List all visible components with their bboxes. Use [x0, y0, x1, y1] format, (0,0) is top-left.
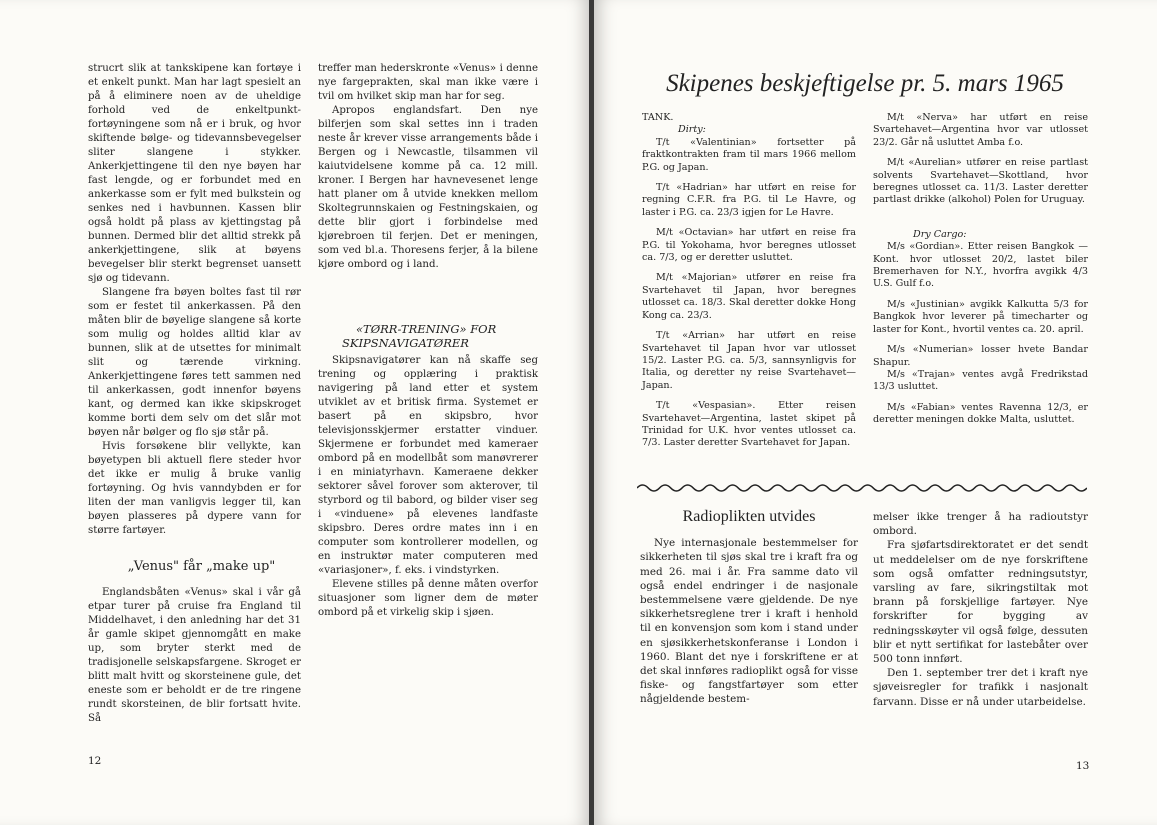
torr-heading: «TØRR-TRENING» FOR SKIPSNAVIGATØRER: [342, 322, 497, 350]
page-number: 12: [88, 755, 102, 767]
page-number: 13: [1076, 760, 1090, 772]
paragraph: Englandsbåten «Venus» skal i vår gå etpar turer på cruise fra England til Middelhavet, i den anledning har det 31 år gamle skipet gjennomgått en make up, som bryter sterkt med de tradisjonelle selskapsfargene. Skroget er blitt malt hvitt og skorsteinene gule, det eneste som er beholdt er de tre ringene rundt skorsteinen, de blir fortsatt hvite. Så: [88, 587, 301, 724]
paragraph: Slangene fra bøyen boltes fast til rør som er festet til ankerkassen. På den måten blir de bøyelige slangene så korte som mulig og holdes alltid klar av bunnen, slik at de utsettes for minimalt slit og tærende virkning. Ankerkjettingene føres tett sammen ned til ankerkassen, godt innenfor bøyens kant, og dermed kan ikke skipskroget komme borti dem selv om det slår mot bøyen når bølger og flo sjø står på.: [88, 287, 301, 438]
paragraph: strucrt slik at tankskipene kan fortøye i et enkelt punkt. Man har lagt spesielt an på å eliminere noen av de uheldige forhold ved de enkeltpunkt-fortøyningene som nå er i bruk, og hvor skiftende bølge- og tidevannsbevegelser sliter slangene i stykker. Ankerkjettingene til den nye bøyen har fast lengde, og er forbundet med en ankerkasse som er fylt med bulkstein og senkes ned i havbunnen. Kassen blir også holdt på plass av kjettingstag på bunnen. Dermed blir det alltid strekk på ankerkjettingene, slik at bøyens bevegelser blir sterkt begrenset uansett sjø og tidevann.: [88, 63, 301, 284]
right-column-1: [642, 112, 856, 450]
paragraph: Nye internasjonale bestemmelser for sikkerheten til sjøs skal tre i kraft fra og med 26. mai i år. Fra samme dato vil også endel endringer i de nasjonale bestemmelsene være gjeldende. De nye sikkerhetsreglene trer i kraft i henhold til en konvensjon som kom i stand under en sjøsikkerhetskonferanse i London i 1960. Blant det nye i forskriftene er at det skal innføres radioplikt også for visse fiske- og fangstfartøyer som etter någjeldende bestem-: [640, 537, 858, 706]
dry-entry: M/s «Numerian» losser hvete Bandar Shapur.: [873, 344, 1088, 368]
tank-entry: M/t «Octavian» har utført en reise fra P.G. til Yokohama, hvor beregnes utlosset ca. 7/3, og er deretter usluttet.: [642, 227, 856, 264]
dry-cargo-label: Dry Cargo:: [913, 228, 967, 240]
paragraph: treffer man hederskronte «Venus» i denne nye fargeprakten, skal man ikke være i tvil om hvilket skip man har for seg.: [318, 63, 538, 102]
venus-heading: „Venus" får „make up": [127, 559, 276, 574]
left-column-2: [318, 62, 538, 620]
dirty-label: Dirty:: [678, 124, 706, 136]
radio-column-1: [640, 510, 858, 707]
dry-entry: M/s «Gordian». Etter reisen Bangkok —Kont. hvor utlosset 20/2, lastet biler Bremerhaven for N.Y., hvorfra avgikk 4/3 U.S. Gulf f.o.: [873, 241, 1088, 290]
paragraph: melser ikke trenger å ha radioutstyr ombord.: [873, 511, 1088, 538]
dry-entry: M/s «Justinian» avgikk Kalkutta 5/3 for Bangkok hvor leverer på timecharter og laster for Kont., hvortil ventes ca. 20. april.: [873, 298, 1088, 335]
paragraph: Hvis forsøkene blir vellykte, kan bøyetypen bli aktuell flere steder hvor det ikke er mulig å bruke vanlig fortøyning. Og hvis vanndybden er for liten der man vanligvis legger til, kan bøyen plasseres på dypere vann for større fartøyer.: [88, 441, 301, 536]
dry-entry: M/s «Trajan» ventes avgå Fredrikstad 13/3 usluttet.: [873, 368, 1088, 393]
tank-entry: M/t «Aurelian» utfører en reise partlast solvents Svartehavet—Skottland, hvor beregnes utlosset ca. 11/3. Laster deretter partlast drikke (alkohol) Polen for Uruguay.: [873, 157, 1088, 206]
radio-heading: Radioplikten utvides: [682, 508, 816, 525]
tank-entry: M/t «Majorian» utfører en reise fra Svartehavet til Japan, hvor beregnes utlosset ca. 18/3. Skal deretter dokke Hong Kong ca. 23/3.: [642, 272, 856, 321]
left-column-1: [88, 62, 301, 726]
paragraph: Elevene stilles på denne måten overfor situasjoner som ligner dem de møter ombord på et virkelig skip i sjøen.: [318, 579, 538, 618]
tank-entry: M/t «Nerva» har utført en reise Svartehavet—Argentina hvor var utlosset 23/2. Går nå usluttet Amba f.o.: [873, 112, 1088, 148]
paragraph: Den 1. september trer det i kraft nye sjøveisregler for trafikk i nasjonalt farvann. Disse er nå under utarbeidelse.: [873, 667, 1088, 708]
tank-label: TANK.: [642, 112, 674, 123]
paragraph: Fra sjøfartsdirektoratet er det sendt ut meddelelser om de nye forskriftene som også omfatter redningsutstyr, varsling av fare, sikringstiltak mot brann på forskjellige fartøyer. Nye forskrifter for bygging av redningsskøyter vil også følge, dessuten blir et nytt sertifikat for lastebåter over 500 tonn innført.: [873, 539, 1088, 666]
paragraph: Apropos englandsfart. Den nye bilferjen som skal settes inn i traden neste år krever visse arrangements både i Bergen og i Newcastle, tilsammen vil kaiutvidelsene komme på ca. 12 mill. kroner. I Bergen har havnevesenet lenge hatt planer om å utvide knekken mellom Skoltegrunnskaien og Festningskaien, og dette blir gjort i forbindelse med kjørebroen til ferjen. Det er meningen, som ved bl.a. Thoresens ferjer, å la bilene kjøre ombord og i land.: [318, 105, 538, 270]
page-title: Skipenes beskjeftigelse pr. 5. mars 1965: [666, 70, 1064, 97]
tank-entry: T/t «Arrian» har utført en reise Svartehavet til Japan hvor var utlosset 15/2. Laster P.G. ca. 5/3, sannsynligvis for Italia, og deretter ny reise Svartehavet—Japan.: [642, 330, 856, 391]
paragraph: Skipsnavigatører kan nå skaffe seg trening og opplæring i praktisk navigering på land etter et system utviklet av et britisk firma. Systemet er basert på en skipsbro, hvor televisjonsskjermer erstatter vinduer. Skjermene er forbundet med kameraer ombord på en modellbåt som manøvrerer i en miniatyrhavn. Kameraene dekker sektorer såvel forover som akterover, til styrbord og til babord, og bilder viser seg i «vinduene» på elevenes landfaste skipsbro. Deres ordre mates inn i en computer som kontrollerer modellen, og en instruktør mater computeren med «variasjoner», f. eks. i vindstyrken.: [318, 355, 538, 576]
dry-entry: M/s «Fabian» ventes Ravenna 12/3, er deretter meningen dokke Malta, usluttet.: [873, 401, 1088, 426]
wave-divider: [637, 480, 1087, 496]
right-column-2: [873, 112, 1088, 427]
tank-entry: T/t «Hadrian» har utført en reise for regning C.F.R. fra P.G. til Le Havre, og laster i P.G. ca. 23/3 igjen for Le Havre.: [642, 182, 856, 218]
tank-entry: T/t «Vespasian». Etter reisen Svartehavet—Argentina, lastet skipet på Trinidad for U.K. hvor ventes utlosset ca. 7/3. Laster deretter Svartehavet for Japan.: [642, 400, 856, 449]
radio-column-2: [873, 510, 1088, 709]
tank-entry: T/t «Valentinian» fortsetter på fraktkontrakten fram til mars 1966 mellom P.G. og Japan.: [642, 136, 856, 173]
